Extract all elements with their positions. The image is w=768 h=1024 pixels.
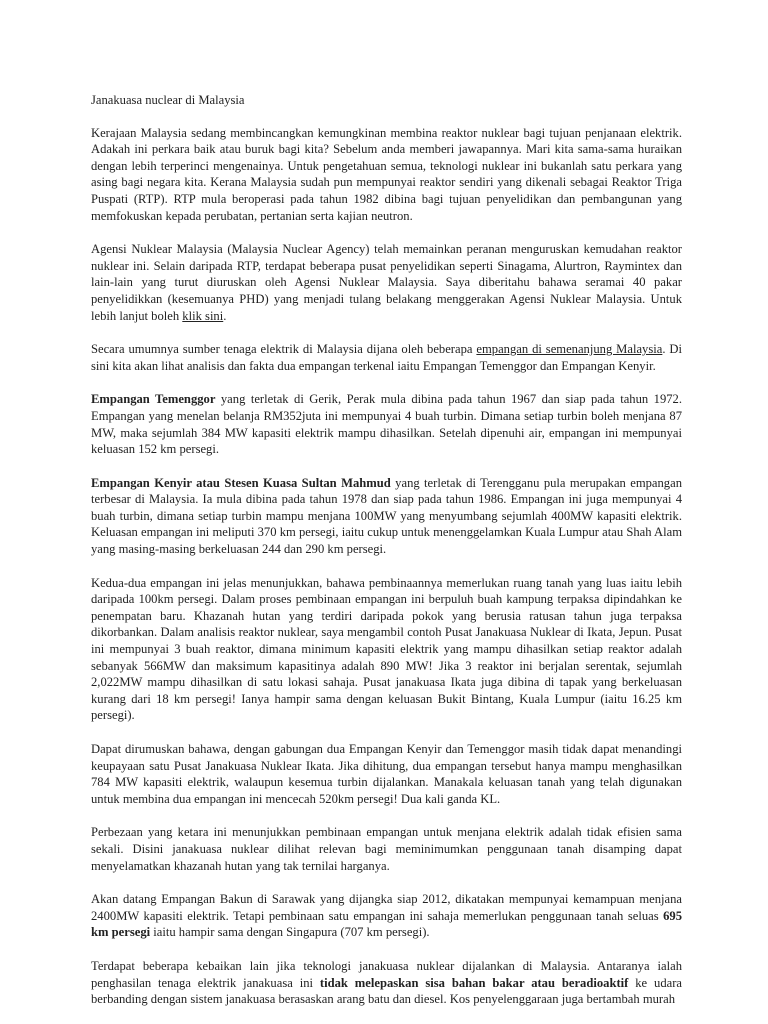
paragraph-8: Perbezaan yang ketara ini menunjukkan pembinaan empangan untuk menjana elektrik adalah tidak efisien sama sekali. Disini janakuasa nuklear dilihat relevan bagi meminimumkan penggunaan tanah disamping dapat menyelamatkan khazanah hutan yang tak ternilai harganya.: [91, 825, 682, 873]
paragraph-4: [91, 391, 682, 457]
paragraph-2: [91, 241, 682, 324]
paragraph-10-bold: tidak melepaskan sisa bahan bakar atau beradioaktif: [319, 975, 629, 990]
paragraph-7: Dapat dirumuskan bahawa, dengan gabungan dua Empangan Kenyir dan Temenggor masih tidak dapat menandingi keupayaan satu Pusat Janakuasa Nuklear Ikata. Jika dihitung, dua empangan tersebut hanya mampu menghasilkan 784 MW kapasiti elektrik, walaupun kesemua turbin dijalankan. Manakala keluasan tanah yang telah digunakan untuk membina dua empangan ini mencecah 520km persegi! Dua kali ganda KL.: [91, 742, 682, 806]
temenggor-heading: Empangan Temenggor: [91, 392, 216, 407]
paragraph-3-before: Secara umumnya sumber tenaga elektrik di Malaysia dijana oleh beberapa: [91, 342, 477, 357]
paragraph-3-after: . Di sini kita akan lihat analisis dan fakta dua empangan terkenal iaitu Empangan Temenggor dan Empangan Kenyir.: [91, 342, 683, 373]
paragraph-9-text: Akan datang Empangan Bakun di Sarawak yang dijangka siap 2012, dikatakan mempunyai kemampuan menjana 2400MW kapasiti elektrik. Tetapi pembinaan satu empangan ini sahaja memerlukan penggunaan tanah seluas: [91, 892, 682, 923]
paragraph-9-end: iaitu hampir sama dengan Singapura (707 km persegi).: [150, 925, 430, 940]
document-title: Janakuasa nuclear di Malaysia: [91, 93, 245, 107]
klik-sini-link[interactable]: klik sini: [182, 308, 224, 323]
paragraph-2-text: Agensi Nuklear Malaysia (Malaysia Nuclear Agency) telah memainkan peranan menguruskan kemudahan reaktor nuklear ini. Selain daripada RTP, terdapat beberapa pusat penyelidikan seperti Sinagama, Alurtron, Raymintex dan lain-lain yang turut diuruskan oleh Agensi Nuklear Malaysia. Saya diberitahu bahawa seramai 40 pakar penyelidikkan (kesemuanya PHD) yang menjadi tulang belakang menggerakan Agensi Nuklear Malaysia. Untuk lebih lanjut boleh: [91, 242, 682, 323]
paragraph-9: [91, 891, 682, 941]
empangan-link[interactable]: empangan di semenanjung Malaysia: [476, 342, 663, 357]
paragraph-10-text: Terdapat beberapa kebaikan lain jika teknologi janakuasa nuklear dijalankan di Malaysia. Antaranya ialah penghasilan tenaga elektrik janakuasa ini: [91, 958, 682, 990]
kenyir-heading: Empangan Kenyir atau Stesen Kuasa Sultan Mahmud: [91, 475, 391, 490]
paragraph-5: [91, 475, 682, 558]
paragraph-9-bold: 695 km persegi: [91, 908, 682, 940]
paragraph-1: Kerajaan Malaysia sedang membincangkan kemungkinan membina reaktor nuklear bagi tujuan penjanaan elektrik. Adakah ini perkara baik atau buruk bagi kita? Sebelum anda memberi jawapannya. Mari kita sama-sama huraikan dengan lebih terperinci mengenainya. Untuk pengetahuan semua, teknologi nuklear ini bukanlah satu perkara yang asing bagi negara kita. Kerana Malaysia sudah pun mempunyai reaktor sendiri yang dikenali sebagai Reaktor Triga Puspati (RTP). RTP mula beroperasi pada tahun 1982 dibina bagi tujuan penyelidikan dan pembangunan yang memfokuskan kepada perubatan, pertanian serta kajian neutron.: [91, 125, 682, 223]
paragraph-4-text: yang terletak di Gerik, Perak mula dibina pada tahun 1967 dan siap pada tahun 1972. Empangan yang menelan belanja RM352juta ini mempunyai 4 buah turbin. Dimana setiap turbin boleh menjana 87 MW, maka sejumlah 384 MW kapasiti elektrik mampu dihasilkan. Setelah dipenuhi air, empangan ini mempunyai keluasan 152 km persegi.: [91, 392, 682, 457]
paragraph-2-end: .: [223, 308, 227, 323]
paragraph-10: [91, 958, 682, 1008]
paragraph-5-text: yang terletak di Terengganu pula merupakan empangan terbesar di Malaysia. Ia mula dibina pada tahun 1978 dan siap pada tahun 1986. Empangan ini juga mempunyai 4 buah turbin, dimana setiap turbin mampu menjana 100MW yang menyumbang sejumlah 400MW kapasiti elektrik. Keluasan empangan ini meliputi 370 km persegi, iaitu cukup untuk menenggelamkan Kuala Lumpur atau Shah Alam yang masing-masing berkeluasan 244 dan 290 km persegi.: [91, 475, 682, 557]
paragraph-10-end: ke udara berbanding dengan sistem janakuasa berasaskan arang batu dan diesel. Kos penyelenggaraan juga bertambah murah: [91, 975, 682, 1007]
paragraph-3: [91, 341, 682, 374]
paragraph-6: Kedua-dua empangan ini jelas menunjukkan, bahawa pembinaannya memerlukan ruang tanah yang luas iaitu lebih daripada 100km persegi. Dalam proses pembinaan empangan ini berpuluh buah kampung terpaksa dipindahkan ke penempatan baru. Khazanah hutan yang terdiri daripada pokok yang berusia ratusan tahun juga terpaksa dikorbankan. Dalam analisis reaktor nuklear, saya mengambil contoh Pusat Janakuasa Nuklear di Ikata, Jepun. Pusat ini mempunyai 3 buah reaktor, dimana minimum kapasiti elektrik yang mampu dihasilkan setiap reaktor adalah sebanyak 566MW dan maksimum kapasitinya adalah 890 MW! Jika 3 reaktor ini berjalan serentak, sejumlah 2,022MW mampu dihasilkan di satu lokasi sahaja. Pusat janakuasa Ikata juga dibina di tapak yang berkeluasan kurang dari 18 km persegi! Ianya hampir sama dengan keluasan Bukit Bintang, Kuala Lumpur (iaitu 16.25 km persegi).: [91, 575, 682, 723]
